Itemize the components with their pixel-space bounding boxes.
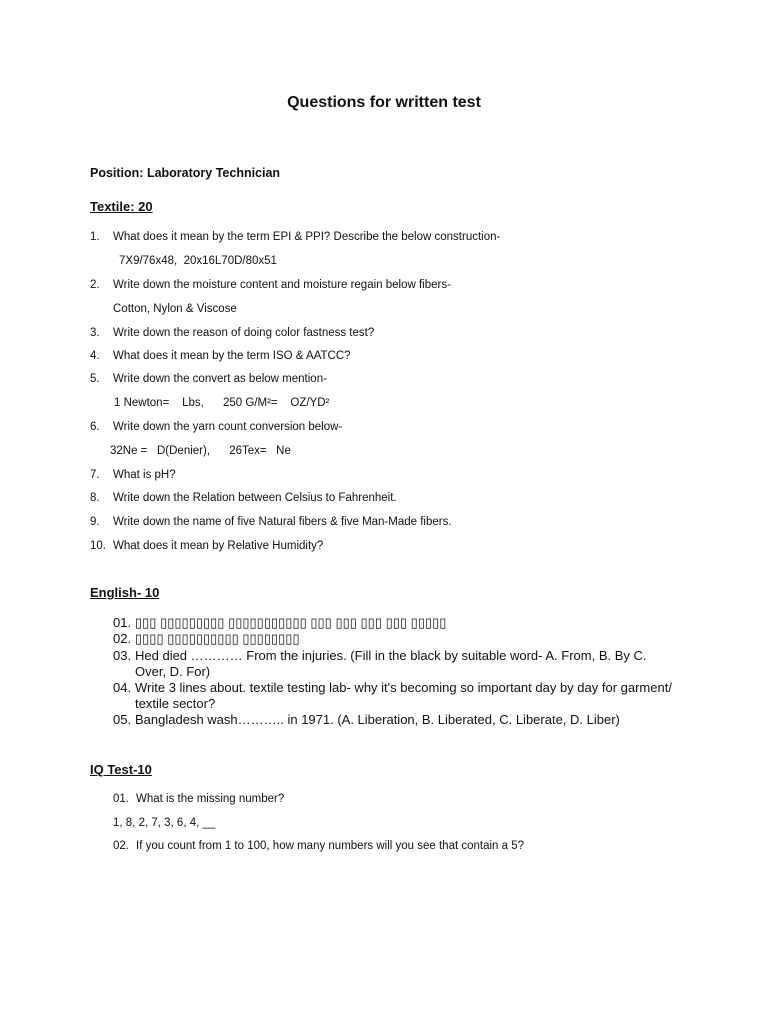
question-text: Write 3 lines about. textile testing lab- why it's becoming so important day by day for garment/ textile sector?	[135, 680, 672, 711]
textile-question-2	[90, 279, 451, 291]
question-text: Write down the name of five Natural fibers & five Man-Made fibers.	[113, 516, 452, 528]
question-text: Write down the convert as below mention-	[113, 373, 327, 385]
question-number: 3.	[90, 327, 100, 339]
question-number: 03.	[113, 648, 132, 663]
question-text: Write down the reason of doing color fastness test?	[113, 327, 375, 339]
english-heading: English- 10	[90, 585, 160, 600]
question-number: 01.	[113, 793, 129, 805]
question-text: Write down the moisture content and moisture regain below fibers-	[113, 279, 451, 291]
question-number: 04.	[113, 680, 132, 695]
question-text: What does it mean by Relative Humidity?	[113, 540, 324, 552]
question-number: 2.	[90, 279, 100, 291]
iq-heading: IQ Test-10	[90, 762, 152, 777]
page-title: Questions for written test	[287, 94, 481, 111]
textile-question-5	[90, 373, 327, 385]
question-text: ▯▯▯ ▯▯▯▯▯▯▯▯▯ ▯▯▯▯▯▯▯▯▯▯▯ ▯▯▯ ▯▯▯ ▯▯▯ ▯▯▯ ▯▯▯▯▯	[135, 615, 447, 630]
question-number: 05.	[113, 712, 132, 727]
question-text: Write down the yarn count conversion below-	[113, 421, 343, 433]
textile-question-8	[90, 492, 397, 504]
question-text: What is the missing number?	[136, 793, 285, 805]
textile-question-6	[90, 421, 342, 433]
question-number: 6.	[90, 421, 100, 433]
question-text: What is pH?	[113, 469, 176, 481]
question-number: 4.	[90, 350, 100, 362]
question-number: 01.	[113, 615, 132, 630]
question-number: 02.	[113, 631, 132, 646]
iq-question-1-sequence: 1, 8, 2, 7, 3, 6, 4, __	[113, 817, 216, 829]
question-number: 7.	[90, 469, 100, 481]
textile-question-5-detail: 1 Newton= Lbs, 250 G/M²= OZ/YD²	[114, 397, 330, 409]
question-number: 1.	[90, 231, 100, 243]
question-number: 5.	[90, 373, 100, 385]
question-text: Bangladesh wash……….. in 1971. (A. Liberation, B. Liberated, C. Liberate, D. Liber)	[135, 712, 620, 727]
textile-question-1-detail: 7X9/76x48, 20x16L70D/80x51	[119, 255, 277, 267]
textile-question-2-detail: Cotton, Nylon & Viscose	[113, 303, 237, 315]
textile-question-10	[90, 540, 323, 552]
iq-question-2	[113, 840, 524, 852]
question-text: If you count from 1 to 100, how many numbers will you see that contain a 5?	[136, 840, 525, 852]
question-text: Hed died ………… From the injuries. (Fill in the black by suitable word- A. From, B. By C. Over, D. For)	[135, 648, 647, 679]
iq-question-1	[113, 793, 284, 805]
question-number: 10.	[90, 540, 106, 552]
textile-question-4	[90, 350, 351, 362]
textile-heading: Textile: 20	[90, 199, 153, 214]
textile-question-3	[90, 327, 374, 339]
question-text: What does it mean by the term ISO & AATCC?	[113, 350, 351, 362]
textile-question-7	[90, 469, 176, 481]
textile-question-1	[90, 231, 500, 243]
position-label: Position: Laboratory Technician	[90, 166, 281, 180]
textile-question-6-detail: 32Ne = D(Denier), 26Tex= Ne	[110, 445, 291, 457]
question-text: ▯▯▯▯ ▯▯▯▯▯▯▯▯▯▯ ▯▯▯▯▯▯▯▯	[135, 631, 300, 646]
question-text: What does it mean by the term EPI & PPI? Describe the below construction-	[113, 231, 501, 243]
question-number: 8.	[90, 492, 100, 504]
question-number: 02.	[113, 840, 129, 852]
textile-question-9	[90, 516, 452, 528]
question-text: Write down the Relation between Celsius to Fahrenheit.	[113, 492, 397, 504]
question-number: 9.	[90, 516, 100, 528]
